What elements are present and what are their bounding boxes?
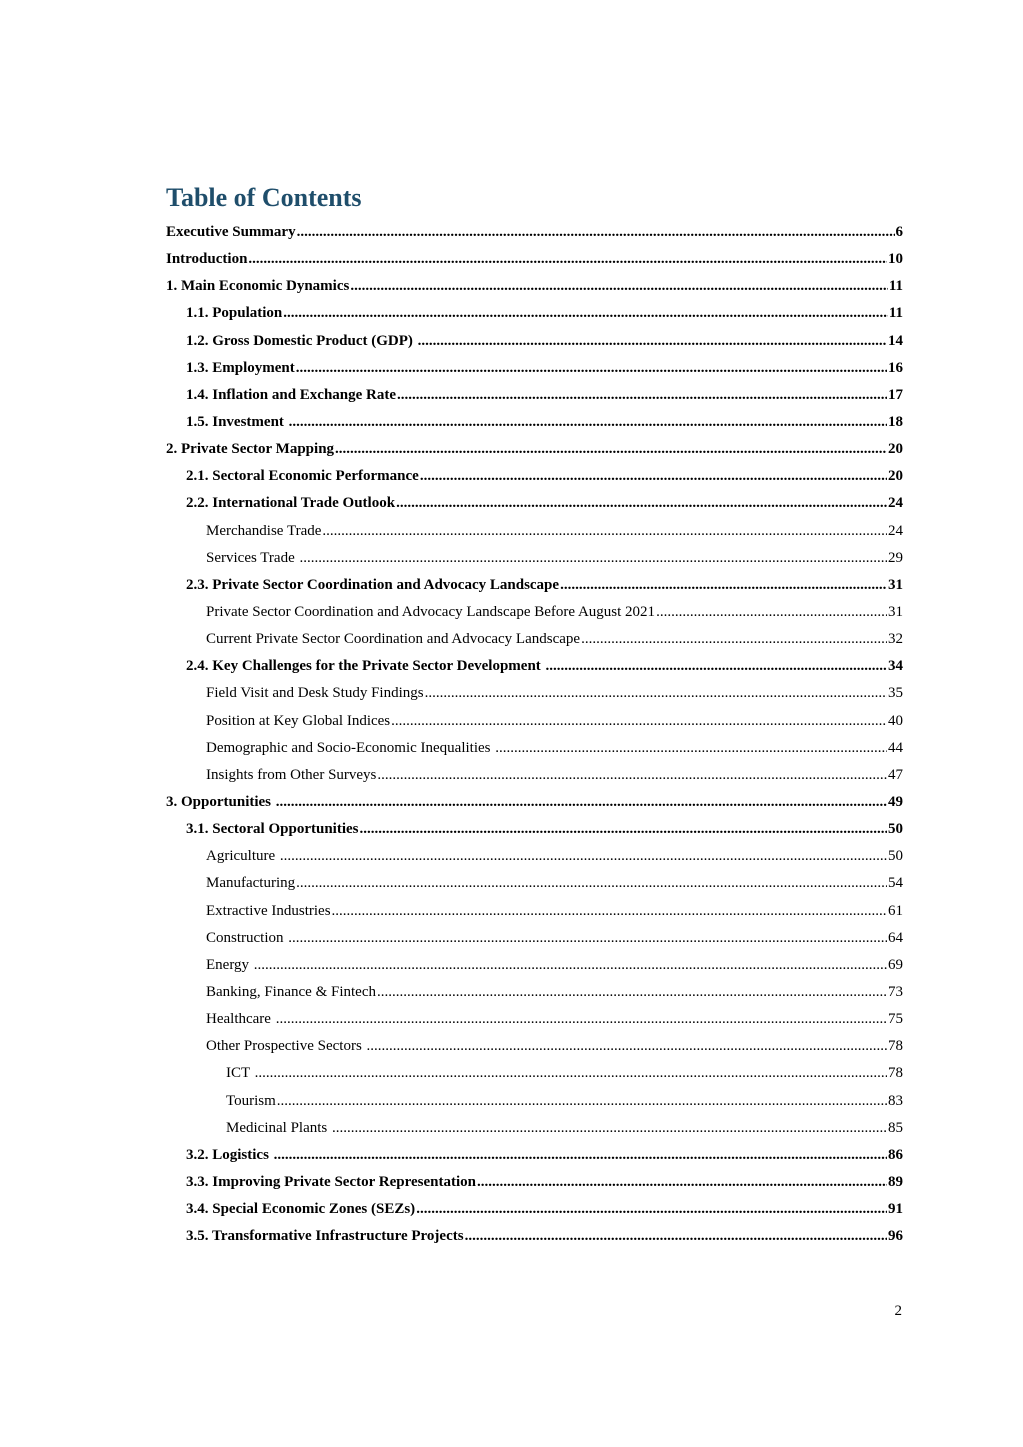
toc-entry-page: 49 xyxy=(888,794,903,811)
toc-entry-page: 14 xyxy=(888,332,903,349)
toc-entry[interactable] xyxy=(166,1169,903,1196)
toc-entry[interactable] xyxy=(166,1223,903,1250)
toc-entry-page: 6 xyxy=(895,224,903,241)
dot-leader xyxy=(420,468,887,485)
dot-leader xyxy=(425,685,887,702)
dot-leader xyxy=(416,1201,887,1218)
toc-entry-title: Executive Summary xyxy=(166,224,296,241)
toc-entry-title: Banking, Finance & Fintech xyxy=(206,984,376,1000)
toc-entry-title: 2.4. Key Challenges for the Private Sector Development xyxy=(186,658,545,675)
toc-entry[interactable] xyxy=(166,626,903,653)
toc-entry-page: 91 xyxy=(888,1201,903,1218)
toc-entry[interactable] xyxy=(166,273,903,300)
dot-leader xyxy=(367,1038,887,1055)
toc-entry[interactable] xyxy=(166,246,903,273)
toc-entry-page: 24 xyxy=(888,522,903,539)
toc-entry-title: Manufacturing xyxy=(206,875,296,892)
dot-leader xyxy=(300,550,888,567)
toc-entry[interactable] xyxy=(166,463,903,490)
toc-entry-page: 78 xyxy=(888,1038,903,1055)
toc-entry-page: 54 xyxy=(888,875,903,892)
dot-leader xyxy=(254,957,887,974)
toc-entry-page: 96 xyxy=(888,1228,903,1245)
toc-entry-title: Insights from Other Surveys xyxy=(206,766,377,783)
toc-entry-page: 31 xyxy=(888,604,903,621)
toc-entry-page: 86 xyxy=(888,1146,903,1163)
toc-entry-title: Field Visit and Desk Study Findings xyxy=(206,685,424,702)
toc-entry[interactable] xyxy=(166,1006,903,1033)
toc-entry-title: 1. Main Economic Dynamics xyxy=(166,278,350,295)
dot-leader xyxy=(546,658,887,675)
toc-entry[interactable] xyxy=(166,708,903,735)
dot-leader xyxy=(397,387,887,404)
dot-leader xyxy=(581,631,887,648)
toc-entry[interactable] xyxy=(166,1088,903,1115)
dot-leader xyxy=(477,1174,887,1191)
toc-entry-page: 83 xyxy=(888,1092,903,1109)
toc-entry-page: 78 xyxy=(888,1065,903,1082)
dot-leader xyxy=(322,523,887,540)
dot-leader xyxy=(391,713,887,730)
toc-entry[interactable] xyxy=(166,328,903,355)
toc-entry[interactable] xyxy=(166,300,903,327)
dot-leader xyxy=(332,1120,887,1137)
dot-leader xyxy=(360,821,888,838)
toc-entry[interactable] xyxy=(166,490,903,517)
toc-entry-title: 1.2. Gross Domestic Product (GDP) xyxy=(186,332,417,349)
toc-entry[interactable] xyxy=(166,219,903,246)
toc-entry-page: 11 xyxy=(888,305,903,322)
toc-entry-title: 3.5. Transformative Infrastructure Projects xyxy=(186,1228,464,1245)
toc-entry[interactable] xyxy=(166,355,903,382)
toc-entry-page: 32 xyxy=(888,631,903,648)
toc-entry[interactable] xyxy=(166,1060,903,1087)
toc-entry-page: 31 xyxy=(888,576,903,593)
toc-entry-title: 2.3. Private Sector Coordination and Advocacy Landscape xyxy=(186,576,560,593)
toc-entry-page: 75 xyxy=(888,1011,903,1028)
page-number: 2 xyxy=(894,1303,902,1319)
dot-leader xyxy=(297,224,895,241)
toc-entry[interactable] xyxy=(166,518,903,545)
toc-entry-title: Medicinal Plants xyxy=(226,1119,331,1136)
dot-leader xyxy=(274,1147,887,1164)
toc-entry-page: 47 xyxy=(888,766,903,783)
toc-entry[interactable] xyxy=(166,599,903,626)
toc-entry-page: 17 xyxy=(888,386,903,403)
toc-entry-title: 3.3. Improving Private Sector Representation xyxy=(186,1173,476,1190)
dot-leader xyxy=(418,333,887,350)
page-title: Table of Contents xyxy=(166,183,362,212)
toc-entry-title: 1.3. Employment xyxy=(186,359,295,376)
toc-entry-title: Tourism xyxy=(226,1092,276,1109)
dot-leader xyxy=(465,1228,887,1245)
dot-leader xyxy=(248,251,887,268)
toc-entry-title: 1.1. Population xyxy=(186,305,283,322)
dot-leader xyxy=(255,1065,887,1082)
toc-entry-title: Services Trade xyxy=(206,549,299,566)
toc-entry-title: 2.2. International Trade Outlook xyxy=(186,495,396,512)
toc-entry-page: 35 xyxy=(888,685,903,702)
toc-entry[interactable] xyxy=(166,816,903,843)
toc-entry-page: 40 xyxy=(888,712,903,729)
dot-leader xyxy=(495,740,887,757)
dot-leader xyxy=(350,278,887,295)
toc-entry-page: 89 xyxy=(888,1173,903,1190)
toc-entry-page: 20 xyxy=(888,441,903,458)
dot-leader xyxy=(560,577,887,594)
toc-entry-title: Other Prospective Sectors xyxy=(206,1038,366,1055)
toc-entry-title: 2.1. Sectoral Economic Performance xyxy=(186,468,419,485)
dot-leader xyxy=(276,1011,887,1028)
toc-entry[interactable] xyxy=(166,979,903,1006)
dot-leader xyxy=(335,441,887,458)
table-of-contents xyxy=(166,219,903,1250)
dot-leader xyxy=(377,984,887,1001)
dot-leader xyxy=(289,414,887,431)
toc-entry[interactable] xyxy=(166,952,903,979)
toc-entry-page: 64 xyxy=(888,929,903,946)
toc-entry-title: 3.1. Sectoral Opportunities xyxy=(186,821,359,838)
toc-entry-title: Energy xyxy=(206,956,253,973)
toc-entry[interactable] xyxy=(166,545,903,572)
toc-entry-title: Current Private Sector Coordination and Advocacy Landscape xyxy=(206,631,581,648)
toc-entry-title: Extractive Industries xyxy=(206,902,331,919)
toc-entry-title: 3. Opportunities xyxy=(166,794,275,811)
toc-entry[interactable] xyxy=(166,436,903,463)
dot-leader xyxy=(656,604,887,621)
toc-entry[interactable] xyxy=(166,1196,903,1223)
toc-entry[interactable] xyxy=(166,735,903,762)
toc-entry[interactable] xyxy=(166,653,903,680)
toc-entry-title: 1.4. Inflation and Exchange Rate xyxy=(186,386,397,403)
toc-entry[interactable] xyxy=(166,572,903,599)
toc-entry[interactable] xyxy=(166,409,903,436)
toc-entry-page: 34 xyxy=(888,658,903,675)
toc-entry[interactable] xyxy=(166,680,903,707)
toc-entry-title: 3.2. Logistics xyxy=(186,1146,273,1163)
dot-leader xyxy=(280,848,887,865)
toc-entry-page: 69 xyxy=(888,956,903,973)
toc-entry-title: Agriculture xyxy=(206,848,279,865)
toc-entry[interactable] xyxy=(166,843,903,870)
dot-leader xyxy=(332,903,887,920)
toc-entry[interactable] xyxy=(166,870,903,897)
dot-leader xyxy=(377,767,887,784)
toc-entry-title: Introduction xyxy=(166,251,248,268)
toc-entry[interactable] xyxy=(166,1115,903,1142)
toc-entry-page: 20 xyxy=(888,468,903,485)
toc-entry-title: Construction xyxy=(206,929,288,946)
toc-entry-title: Merchandise Trade xyxy=(206,522,322,539)
dot-leader xyxy=(283,305,888,322)
toc-entry[interactable] xyxy=(166,1142,903,1169)
toc-entry[interactable] xyxy=(166,762,903,789)
toc-entry[interactable] xyxy=(166,1033,903,1060)
dot-leader xyxy=(296,875,887,892)
dot-leader xyxy=(288,930,887,947)
toc-entry-page: 50 xyxy=(888,821,903,838)
toc-entry-title: Private Sector Coordination and Advocacy Landscape Before August 2021 xyxy=(206,604,656,621)
toc-entry-title: 2. Private Sector Mapping xyxy=(166,441,335,458)
toc-entry[interactable] xyxy=(166,898,903,925)
toc-entry-page: 24 xyxy=(888,495,903,512)
toc-entry[interactable] xyxy=(166,789,903,816)
toc-entry-page: 11 xyxy=(888,278,903,295)
dot-leader xyxy=(276,794,887,811)
toc-entry-page: 61 xyxy=(888,902,903,919)
toc-entry-title: Position at Key Global Indices xyxy=(206,712,391,729)
toc-entry-page: 10 xyxy=(888,251,903,268)
dot-leader xyxy=(396,495,887,512)
dot-leader xyxy=(277,1093,887,1110)
toc-entry-title: Demographic and Socio-Economic Inequalities xyxy=(206,739,495,756)
toc-entry-page: 73 xyxy=(888,984,903,1000)
toc-entry[interactable] xyxy=(166,382,903,409)
dot-leader xyxy=(296,360,887,377)
toc-entry-page: 29 xyxy=(888,549,903,566)
toc-entry-title: 1.5. Investment xyxy=(186,414,288,431)
toc-entry-page: 85 xyxy=(888,1119,903,1136)
toc-entry-title: Healthcare xyxy=(206,1011,275,1028)
toc-entry-title: 3.4. Special Economic Zones (SEZs) xyxy=(186,1201,416,1218)
toc-entry-page: 44 xyxy=(888,739,903,756)
toc-entry-page: 18 xyxy=(888,414,903,431)
toc-entry[interactable] xyxy=(166,925,903,952)
toc-entry-page: 50 xyxy=(888,848,903,865)
toc-entry-page: 16 xyxy=(888,359,903,376)
toc-entry-title: ICT xyxy=(226,1065,254,1082)
